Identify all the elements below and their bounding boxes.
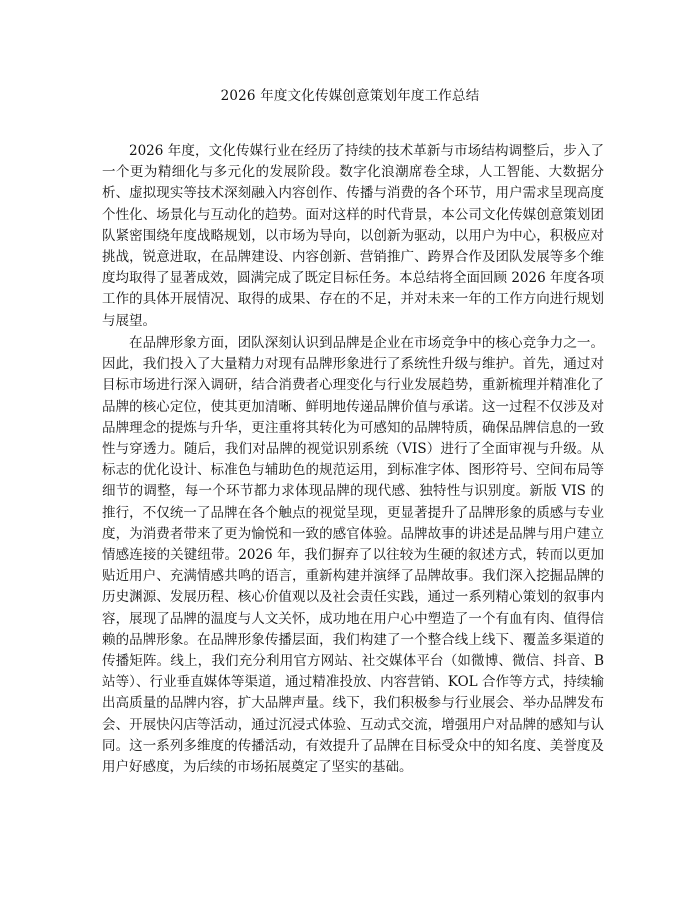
- body-paragraph-brand-image: 在品牌形象方面，团队深刻认识到品牌是企业在市场竞争中的核心竞争力之一。因此，我们投入了大量精力对现有品牌形象进行了系统性升级与维护。首先，通过对目标市场进行深入调研，结合消费者心理变化与行业发展趋势，重新梳理并精准化了品牌的核心定位，使其更加清晰、鲜明地传递品牌价值与承诺。这一过程不仅涉及对品牌理念的提炼与升华，更注重将其转化为可感知的品牌特质，确保品牌信息的一致性与穿透力。随后，我们对品牌的视觉识别系统（VIS）进行了全面审视与升级。从标志的优化设计、标准色与辅助色的规范运用，到标准字体、图形符号、空间布局等细节的调整，每一个环节都力求体现品牌的现代感、独特性与识别度。新版 VIS 的推行，不仅统一了品牌在各个触点的视觉呈现，更显著提升了品牌形象的质感与专业度，为消费者带来了更为愉悦和一致的感官体验。品牌故事的讲述是品牌与用户建立情感连接的关键纽带。2026 年，我们摒弃了以往较为生硬的叙述方式，转而以更加贴近用户、充满情感共鸣的语言，重新构建并演绎了品牌故事。我们深入挖掘品牌的历史渊源、发展历程、核心价值观以及社会责任实践，通过一系列精心策划的叙事内容，展现了品牌的温度与人文关怀，成功地在用户心中塑造了一个有血有肉、值得信赖的品牌形象。在品牌形象传播层面，我们构建了一个整合线上线下、覆盖多渠道的传播矩阵。线上，我们充分利用官方网站、社交媒体平台（如微博、微信、抖音、B 站等）、行业垂直媒体等渠道，通过精准投放、内容营销、KOL 合作等方式，持续输出高质量的品牌内容，扩大品牌声量。线下，我们积极参与行业展会、举办品牌发布会、开展快闪店等活动，通过沉浸式体验、互动式交流，增强用户对品牌的感知与认同。这一系列多维度的传播活动，有效提升了品牌在目标受众中的知名度、美誉度及用户好感度，为后续的市场拓展奠定了坚实的基础。: [102, 335, 604, 776]
- document-title: 2026 年度文化传媒创意策划年度工作总结: [220, 88, 480, 104]
- body-paragraph-intro: 2026 年度，文化传媒行业在经历了持续的技术革新与市场结构调整后，步入了一个更为精细化与多元化的发展阶段。数字化浪潮席卷全球，人工智能、大数据分析、虚拟现实等技术深刻融入内容创作、传播与消费的各个环节，用户需求呈现高度个性化、场景化与互动化的趋势。面对这样的时代背景，本公司文化传媒创意策划团队紧密围绕年度战略规划，以市场为导向，以创新为驱动，以用户为中心，积极应对挑战，锐意进取，在品牌建设、内容创新、营销推广、跨界合作及团队发展等多个维度均取得了显著成效，圆满完成了既定目标任务。本总结将全面回顾 2026 年度各项工作的具体开展情况、取得的成果、存在的不足，并对未来一年的工作方向进行规划与展望。: [102, 143, 604, 329]
